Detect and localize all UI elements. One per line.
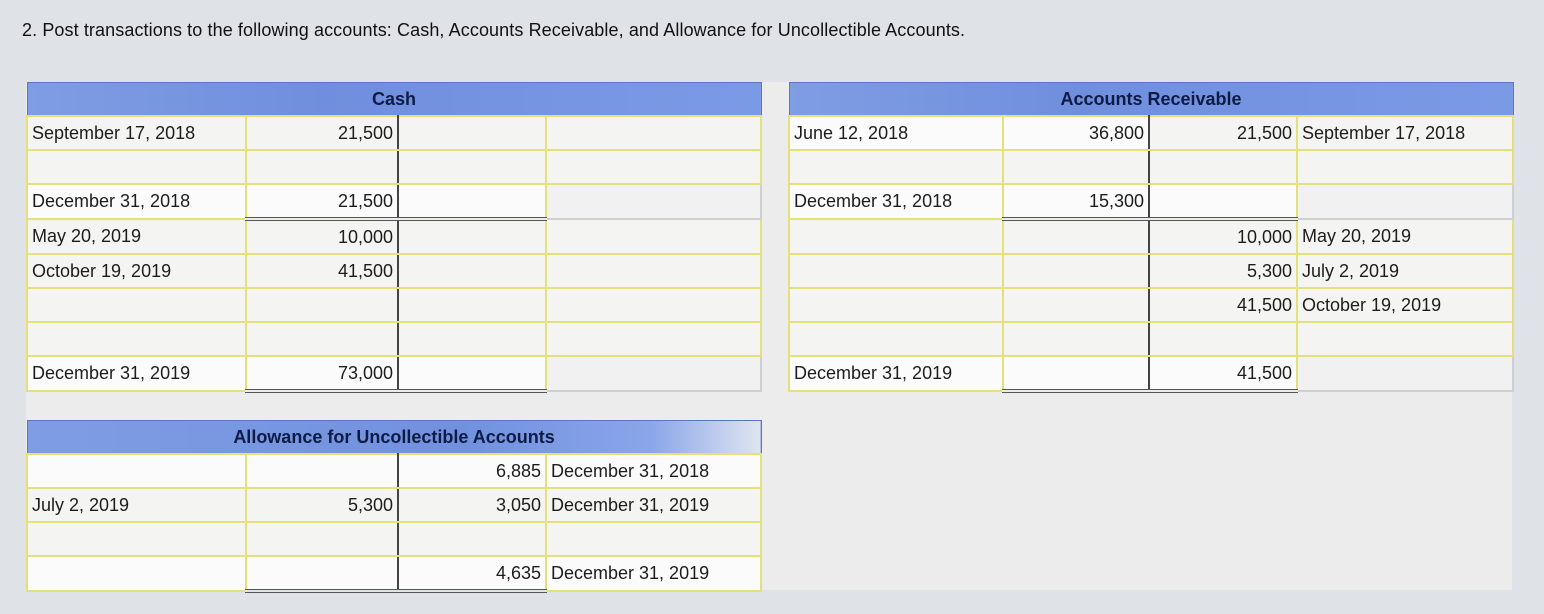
cash-row-5 [27, 254, 761, 288]
ar-debit-amount[interactable] [1003, 219, 1149, 254]
cash-debit-date[interactable] [27, 322, 246, 356]
allowance-row-1 [27, 454, 761, 488]
cash-row-2 [27, 150, 761, 184]
allowance-credit-balance-amount[interactable]: 4,635 [398, 556, 546, 591]
cash-debit-amount[interactable]: 41,500 [246, 254, 398, 288]
ar-debit-date[interactable] [789, 288, 1003, 322]
ar-debit-date[interactable] [789, 150, 1003, 184]
cash-credit-amount[interactable] [398, 254, 546, 288]
ar-credit-amount[interactable]: 21,500 [1149, 116, 1297, 150]
cash-credit-amount[interactable] [398, 184, 546, 219]
cash-credit-amount[interactable] [398, 219, 546, 254]
ar-debit-amount[interactable]: 36,800 [1003, 116, 1149, 150]
cash-balance-amount[interactable]: 73,000 [246, 356, 398, 391]
cash-credit-amount[interactable] [398, 150, 546, 184]
cash-credit-date[interactable] [546, 150, 761, 184]
ar-credit-date [1297, 184, 1513, 219]
allowance-credit-date[interactable]: December 31, 2019 [546, 488, 761, 522]
allowance-debit-date[interactable] [27, 454, 246, 488]
cash-row-4 [27, 219, 761, 254]
ar-credit-amount[interactable]: 41,500 [1149, 288, 1297, 322]
allowance-debit-amount[interactable]: 5,300 [246, 488, 398, 522]
accounts-receivable-t-account [788, 82, 1514, 393]
allowance-debit-balance-amount[interactable] [246, 556, 398, 591]
cash-credit-amount[interactable] [398, 116, 546, 150]
cash-debit-amount[interactable]: 21,500 [246, 184, 398, 219]
cash-balance-date[interactable]: December 31, 2019 [27, 356, 246, 391]
cash-debit-amount[interactable]: 10,000 [246, 219, 398, 254]
cash-row-1 [27, 116, 761, 150]
cash-credit-date[interactable] [546, 116, 761, 150]
ar-debit-date[interactable]: June 12, 2018 [789, 116, 1003, 150]
cash-credit-balance-amount[interactable] [398, 356, 546, 391]
cash-credit-amount[interactable] [398, 322, 546, 356]
allowance-debit-date[interactable] [27, 556, 246, 591]
allowance-debit-amount[interactable] [246, 522, 398, 556]
ar-row-4 [789, 219, 1513, 254]
cash-credit-date [546, 356, 761, 391]
allowance-balance-date[interactable]: December 31, 2019 [546, 556, 761, 591]
allowance-credit-date[interactable] [546, 522, 761, 556]
cash-debit-date[interactable] [27, 150, 246, 184]
ar-credit-date[interactable] [1297, 150, 1513, 184]
cash-credit-date [546, 184, 761, 219]
ar-credit-date [1297, 356, 1513, 391]
cash-credit-date[interactable] [546, 288, 761, 322]
ar-debit-amount[interactable] [1003, 322, 1149, 356]
ar-row-1 [789, 116, 1513, 150]
ar-row-7 [789, 322, 1513, 356]
cash-debit-amount[interactable] [246, 150, 398, 184]
ar-credit-date[interactable]: May 20, 2019 [1297, 219, 1513, 254]
instruction-text: 2. Post transactions to the following accounts: Cash, Accounts Receivable, and Allowance for Uncollectible Accounts. [22, 20, 966, 40]
ar-debit-date[interactable]: December 31, 2018 [789, 184, 1003, 219]
ar-debit-date[interactable] [789, 254, 1003, 288]
ar-debit-amount[interactable] [1003, 254, 1149, 288]
ar-credit-date[interactable] [1297, 322, 1513, 356]
ar-row-6 [789, 288, 1513, 322]
cash-debit-date[interactable]: September 17, 2018 [27, 116, 246, 150]
ar-credit-date[interactable]: October 19, 2019 [1297, 288, 1513, 322]
ar-row-total [789, 356, 1513, 391]
cash-credit-date[interactable] [546, 219, 761, 254]
cash-row-3 [27, 184, 761, 219]
allowance-t-account [26, 420, 762, 593]
ar-credit-amount[interactable]: 10,000 [1149, 219, 1297, 254]
allowance-credit-amount[interactable] [398, 522, 546, 556]
ar-credit-amount[interactable]: 5,300 [1149, 254, 1297, 288]
cash-debit-amount[interactable] [246, 322, 398, 356]
ar-row-3 [789, 184, 1513, 219]
allowance-debit-date[interactable]: July 2, 2019 [27, 488, 246, 522]
allowance-row-total [27, 556, 761, 591]
ar-row-5 [789, 254, 1513, 288]
allowance-debit-date[interactable] [27, 522, 246, 556]
allowance-debit-amount[interactable] [246, 454, 398, 488]
ar-credit-date[interactable]: September 17, 2018 [1297, 116, 1513, 150]
allowance-credit-amount[interactable]: 6,885 [398, 454, 546, 488]
cash-t-account [26, 82, 762, 393]
ar-debit-amount[interactable]: 15,300 [1003, 184, 1149, 219]
cash-debit-date[interactable]: May 20, 2019 [27, 219, 246, 254]
allowance-row-2 [27, 488, 761, 522]
ar-credit-amount[interactable] [1149, 184, 1297, 219]
ar-debit-amount[interactable] [1003, 288, 1149, 322]
cash-row-6 [27, 288, 761, 322]
ar-credit-date[interactable]: July 2, 2019 [1297, 254, 1513, 288]
allowance-row-3 [27, 522, 761, 556]
ar-balance-date[interactable]: December 31, 2019 [789, 356, 1003, 391]
ar-debit-amount[interactable] [1003, 150, 1149, 184]
ar-debit-balance-amount[interactable] [1003, 356, 1149, 391]
cash-debit-date[interactable] [27, 288, 246, 322]
cash-credit-date[interactable] [546, 322, 761, 356]
cash-credit-date[interactable] [546, 254, 761, 288]
cash-debit-date[interactable]: October 19, 2019 [27, 254, 246, 288]
ar-account-title: Accounts Receivable [789, 83, 1513, 117]
cash-row-7 [27, 322, 761, 356]
ar-debit-date[interactable] [789, 322, 1003, 356]
cash-row-total [27, 356, 761, 391]
cash-debit-date[interactable]: December 31, 2018 [27, 184, 246, 219]
allowance-account-title: Allowance for Uncollectible Accounts [27, 421, 761, 455]
cash-credit-amount[interactable] [398, 288, 546, 322]
cash-debit-amount[interactable] [246, 288, 398, 322]
allowance-credit-amount[interactable]: 3,050 [398, 488, 546, 522]
ar-row-2 [789, 150, 1513, 184]
allowance-credit-date[interactable]: December 31, 2018 [546, 454, 761, 488]
ar-credit-balance-amount[interactable]: 41,500 [1149, 356, 1297, 391]
ar-credit-amount[interactable] [1149, 322, 1297, 356]
cash-account-title: Cash [27, 83, 761, 117]
ar-credit-amount[interactable] [1149, 150, 1297, 184]
cash-debit-amount[interactable]: 21,500 [246, 116, 398, 150]
ar-debit-date[interactable] [789, 219, 1003, 254]
